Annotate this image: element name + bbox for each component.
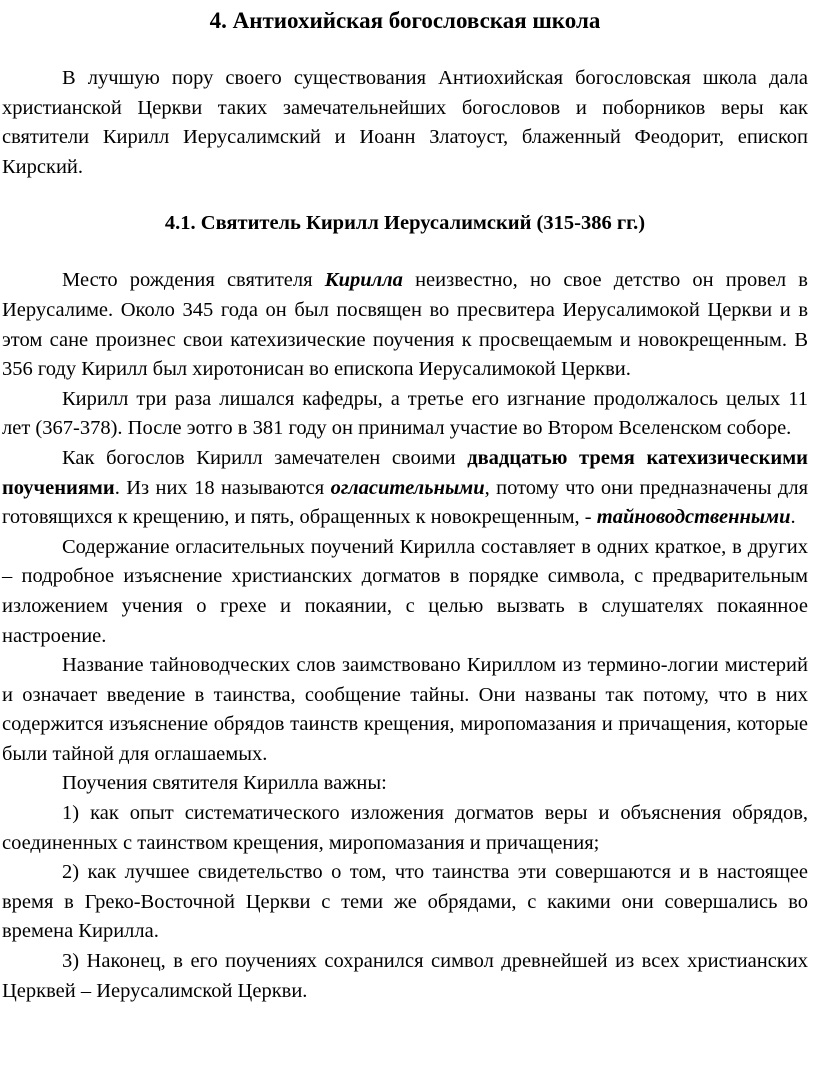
intro-paragraph: В лучшую пору своего существования Антиохийская богословская школа дала христианской Церкви таких замечательнейших богословов и поборников веры как святители Кирилл Иерусалимский и Иоанн Златоуст, блаженный Феодорит, епископ Кирский. <box>2 67 808 178</box>
paragraph-birth <box>2 266 808 384</box>
p1-text-a: Место рождения святителя <box>62 269 325 292</box>
term-catechetical-lectures: двадцатью тремя катехизическими поучениями <box>2 446 808 499</box>
paragraph-importance: Поучения святителя Кирилла важны: <box>62 772 387 795</box>
p3-text-e: , потому что они предназначены для готовящихся к крещению, и пять, обращенных к новокрещенным, - <box>2 476 808 529</box>
paragraph-content: Содержание огласительных поучений Кирилла составляет в одних краткое, в других – подробное изъяснение христианских догматов в порядке символа, с предварительным изложением учения о грехе и покаянии, с целью вызвать в слушателях покаянное настроение. <box>2 535 808 647</box>
list-item-2: 2) как лучшее свидетельство о том, что таинства эти совершаются и в настоящее время в Греко-Восточной Церкви с теми же обрядами, с какими они совершались во времена Кирилла. <box>2 861 808 943</box>
paragraph-name: Название тайноводческих слов заимствовано Кириллом из термино-логии мистерий и означает введение в таинства, сообщение тайны. Они названы так потому, что в них содержится изъяснение обрядов таинств крещения, миропомазания и причащения, которые были тайной для оглашаемых. <box>2 654 808 765</box>
list-item-1: 1) как опыт систематического изложения догматов веры и объяснения обрядов, соединенных с таинством крещения, миропомазания и причащения; <box>2 802 808 854</box>
p3-text-a: Как богослов Кирилл замечателен своими <box>62 446 468 469</box>
term-catechumen: огласительными <box>330 476 485 499</box>
section-title: 4.1. Святитель Кирилл Иерусалимский (315-386 гг.) <box>164 212 646 235</box>
list-item-3: 3) Наконец, в его поучениях сохранился символ древнейшей из всех христианских Церквей – Иерусалимской Церкви. <box>2 950 808 1002</box>
name-kirill: Кирилла <box>324 269 403 292</box>
paragraph-exile: Кирилл три раза лишался кафедры, а третье его изгнание продолжалось целых 11 лет (367-378). После эотго в 381 году он принимал участие во Втором Вселенском соборе. <box>2 387 808 440</box>
p3-text-g: . <box>790 506 796 529</box>
p1-text-b: неизвестно, но свое детство он провел в Иерусалиме. Около 345 года он был посвящен во пресвитера Иерусалимокой Церкви и в этом сане произнес свои катехизические поучения к просвещаемым и новокрещенным. В 356 году Кирилл был хиротонисан во епископа Иерусалимокой Церкви. <box>2 269 808 381</box>
p3-text-c: . Из них 18 называются <box>114 476 331 499</box>
term-mystagogical: тайноводственными <box>596 506 791 529</box>
chapter-title: 4. Антиохийская богословская школа <box>209 8 601 33</box>
paragraph-theologian <box>2 444 808 533</box>
